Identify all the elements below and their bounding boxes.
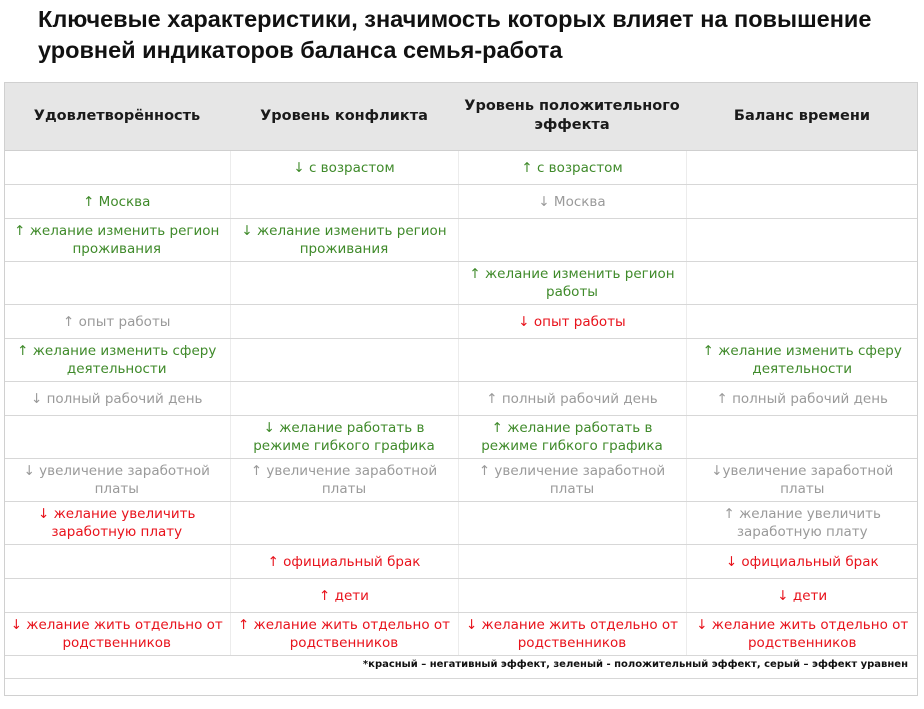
table-cell-conflict [230, 502, 458, 545]
table-cell-satisfaction: ↑ опыт работы [4, 305, 230, 339]
table-cell-positive-effect [458, 502, 686, 545]
table-cell-conflict: ↓ желание работать в режиме гибкого графика [230, 416, 458, 459]
table-row [4, 579, 918, 613]
table-cell-conflict [230, 339, 458, 382]
table-cell-positive-effect: ↓ Москва [458, 185, 686, 219]
table-cell-satisfaction [4, 579, 230, 613]
table-cell-satisfaction: ↑ желание изменить регион проживания [4, 219, 230, 262]
table-cell-satisfaction: ↑ желание изменить сферу деятельности [4, 339, 230, 382]
table-cell-positive-effect [458, 339, 686, 382]
table-cell-time-balance: ↑ желание увеличить заработную плату [686, 502, 918, 545]
footnote-row [4, 656, 918, 679]
table-row [4, 613, 918, 656]
characteristics-table [4, 82, 918, 679]
table-cell-conflict: ↓ с возрастом [230, 151, 458, 185]
table-cell-satisfaction: ↓ желание увеличить заработную плату [4, 502, 230, 545]
table-cell-positive-effect: ↓ желание жить отдельно от родственников [458, 613, 686, 656]
table-cell-positive-effect [458, 545, 686, 579]
table-cell-time-balance [686, 151, 918, 185]
table-cell-satisfaction: ↓ увеличение заработной платы [4, 459, 230, 502]
column-header-time-balance: Баланс времени [686, 82, 918, 151]
color-legend-footnote: *красный – негативный эффект, зеленый - положительный эффект, серый – эффект уравнен [4, 656, 918, 679]
table-cell-positive-effect: ↑ увеличение заработной платы [458, 459, 686, 502]
table-header-row [4, 82, 918, 151]
column-header-conflict: Уровень конфликта [230, 82, 458, 151]
table-row [4, 262, 918, 305]
table-cell-positive-effect: ↓ опыт работы [458, 305, 686, 339]
table-cell-positive-effect: ↑ полный рабочий день [458, 382, 686, 416]
table-cell-positive-effect [458, 579, 686, 613]
table-cell-satisfaction [4, 262, 230, 305]
table-cell-positive-effect [458, 219, 686, 262]
table-row [4, 416, 918, 459]
table-cell-time-balance: ↓ желание жить отдельно от родственников [686, 613, 918, 656]
table-cell-conflict: ↑ увеличение заработной платы [230, 459, 458, 502]
table-cell-conflict: ↑ официальный брак [230, 545, 458, 579]
table-cell-conflict [230, 382, 458, 416]
table-row [4, 219, 918, 262]
table-cell-time-balance: ↓ дети [686, 579, 918, 613]
table-row [4, 459, 918, 502]
table-cell-time-balance: ↓увеличение заработной платы [686, 459, 918, 502]
table-cell-satisfaction [4, 151, 230, 185]
table-cell-conflict: ↑ желание жить отдельно от родственников [230, 613, 458, 656]
table-cell-conflict [230, 305, 458, 339]
table-cell-time-balance [686, 305, 918, 339]
table-cell-time-balance [686, 262, 918, 305]
table-cell-time-balance: ↓ официальный брак [686, 545, 918, 579]
table-cell-time-balance [686, 416, 918, 459]
table-cell-satisfaction: ↓ желание жить отдельно от родственников [4, 613, 230, 656]
table-cell-positive-effect: ↑ желание изменить регион работы [458, 262, 686, 305]
table-cell-time-balance [686, 219, 918, 262]
table-cell-satisfaction: ↓ полный рабочий день [4, 382, 230, 416]
table-row [4, 185, 918, 219]
table-row [4, 151, 918, 185]
table-body [4, 151, 918, 656]
column-header-positive-effect: Уровень положительного эффекта [458, 82, 686, 151]
table-row [4, 502, 918, 545]
table-cell-time-balance: ↑ желание изменить сферу деятельности [686, 339, 918, 382]
table-cell-time-balance: ↑ полный рабочий день [686, 382, 918, 416]
table-row [4, 339, 918, 382]
table-cell-conflict [230, 185, 458, 219]
table-row [4, 545, 918, 579]
table-cell-time-balance [686, 185, 918, 219]
table-cell-conflict: ↓ желание изменить регион проживания [230, 219, 458, 262]
table-cell-conflict [230, 262, 458, 305]
table-cell-positive-effect: ↑ желание работать в режиме гибкого графика [458, 416, 686, 459]
table-cell-satisfaction [4, 416, 230, 459]
table-row [4, 305, 918, 339]
table-row [4, 382, 918, 416]
table-cell-satisfaction: ↑ Москва [4, 185, 230, 219]
column-header-satisfaction: Удовлетворённость [4, 82, 230, 151]
table-cell-satisfaction [4, 545, 230, 579]
page-title: Ключевые характеристики, значимость которых влияет на повышение уровней индикаторов баланса семья-работа [38, 6, 872, 63]
table-cell-conflict: ↑ дети [230, 579, 458, 613]
table-cell-positive-effect: ↑ с возрастом [458, 151, 686, 185]
